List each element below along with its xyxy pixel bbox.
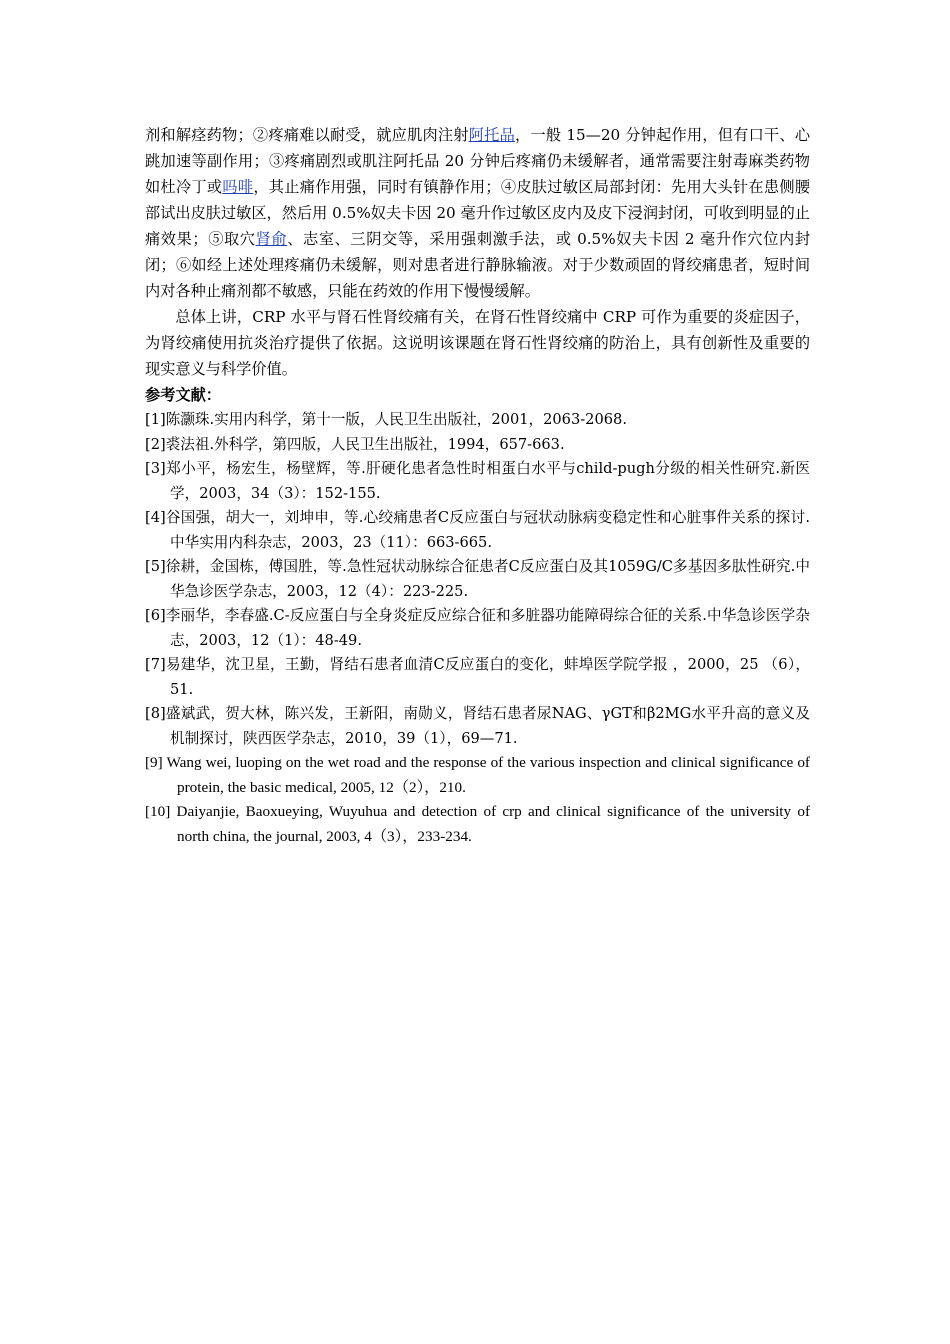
link-atropine[interactable]: 阿托品: [468, 126, 516, 144]
paragraph-text: ，一般 15—20 分钟起作用，但有口干、心跳加速等副作用；③疼痛剧烈或肌注阿托品 20 分钟后疼痛仍未缓解者，通常需要注射毒麻类药物如杜冷丁或: [145, 126, 811, 196]
body-paragraph-conclusion: 总体上讲，CRP 水平与肾石性肾绞痛有关，在肾石性肾绞痛中 CRP 可作为重要的炎症因子，为肾绞痛使用抗炎治疗提供了依据。这说明该课题在肾石性肾绞痛的防治上，具有创新性及重要的现实意义与科学价值。: [145, 308, 810, 378]
reference-item: [4]谷国强，胡大一，刘坤申，等.心绞痛患者C反应蛋白与冠状动脉病变稳定性和心脏事件关系的探讨.中华实用内科杂志，2003，23（11）：663-665.: [145, 509, 810, 551]
reference-item: [3]郑小平，杨宏生，杨壁辉，等.肝硬化患者急性时相蛋白水平与child-pugh分级的相关性研究.新医学，2003，34（3）：152-155.: [145, 460, 810, 502]
reference-item: [7]易建华，沈卫星，王勤，肾结石患者血清C反应蛋白的变化，蚌埠医学院学报 ，2000，25 （6），51.: [145, 656, 810, 698]
reference-item: [2]裘法祖.外科学，第四版，人民卫生出版社，1994，657-663.: [145, 435, 565, 453]
page-content: [145, 122, 810, 849]
paragraph-text: ，其止痛作用强，同时有镇静作用；④皮肤过敏区局部封闭：先用大头针在患侧腰部试出皮肤过敏区，然后用 0.5%奴夫卡因 20 毫升作过敏区皮内及皮下浸润封闭，可收到明显的止痛效果；⑤取穴: [145, 178, 811, 248]
paragraph-text: 、志室、三阴交等，采用强刺激手法，或 0.5%奴夫卡因 2 毫升作穴位内封闭；⑥如经上述处理疼痛仍未缓解，则对患者进行静脉输液。对于少数顽固的肾绞痛患者，短时间内对各种止痛剂都不敏感，只能在药效的作用下慢慢缓解。: [145, 230, 811, 300]
link-shenshu-acupoint[interactable]: 肾俞: [255, 230, 288, 248]
body-paragraph-treatment: [145, 122, 810, 304]
reference-item: [9] Wang wei, luoping on the wet road and the response of the various inspection and clinical significance of protein, the basic medical, 2005, 12（2），210.: [145, 754, 810, 796]
reference-item: [5]徐耕，金国栋，傅国胜，等.急性冠状动脉综合征患者C反应蛋白及其1059G/C多基因多肽性研究.中华急诊医学杂志，2003，12（4）：223-225.: [145, 558, 810, 600]
references-list: [145, 408, 810, 849]
reference-item: [6]李丽华，李春盛.C-反应蛋白与全身炎症反应综合征和多脏器功能障碍综合征的关系.中华急诊医学杂志，2003，12（1）：48-49.: [145, 607, 810, 649]
link-morphine[interactable]: 吗啡: [222, 178, 254, 196]
reference-item: [10] Daiyanjie, Baoxueying, Wuyuhua and detection of crp and clinical significance of the university of north china, the journal, 2003, 4（3），233-234.: [145, 803, 810, 845]
reference-item: [8]盛斌武，贺大林，陈兴发，王新阳，南勋义，肾结石患者尿NAG、γGT和β2MG水平升高的意义及机制探讨，陕西医学杂志，2010，39（1），69—71.: [145, 705, 810, 747]
references-heading: 参考文献：: [145, 386, 221, 404]
paragraph-text: 剂和解痉药物；②疼痛难以耐受，就应肌肉注射: [145, 126, 469, 144]
reference-item: [1]陈灏珠.实用内科学，第十一版，人民卫生出版社，2001，2063-2068.: [145, 411, 627, 428]
